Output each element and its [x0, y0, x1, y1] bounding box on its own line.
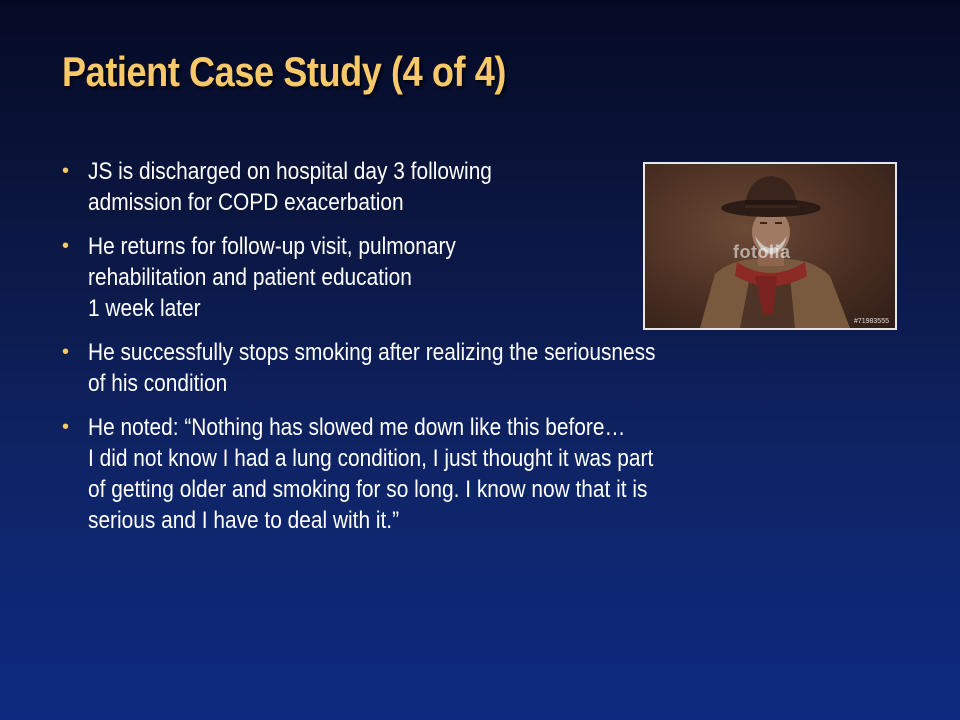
photo-stock-id: #71983555	[853, 318, 889, 325]
bullet-text: He successfully stops smoking after realizing the seriousness of his condition	[88, 339, 656, 397]
bullet-marker: •	[62, 341, 70, 363]
bullet-text: JS is discharged on hospital day 3 following admission for COPD exacerbation	[88, 158, 492, 216]
bullet-marker: •	[62, 235, 70, 257]
slide-title: Patient Case Study (4 of 4)	[62, 48, 507, 95]
bullet-marker: •	[62, 160, 70, 182]
bullet-item	[62, 337, 942, 399]
cowboy-photo	[643, 162, 897, 330]
bullet-item	[62, 412, 942, 536]
bullet-text: He returns for follow-up visit, pulmonary rehabilitation and patient education 1 week later	[88, 233, 456, 322]
photo-watermark: fotolia	[733, 242, 791, 262]
bullet-text: He noted: “Nothing has slowed me down like this before… I did not know I had a lung condition, I just thought it was part of getting older and smoking for so long. I know now that it is serious and I have to deal with it.”	[88, 414, 654, 534]
bullet-marker: •	[62, 416, 70, 438]
